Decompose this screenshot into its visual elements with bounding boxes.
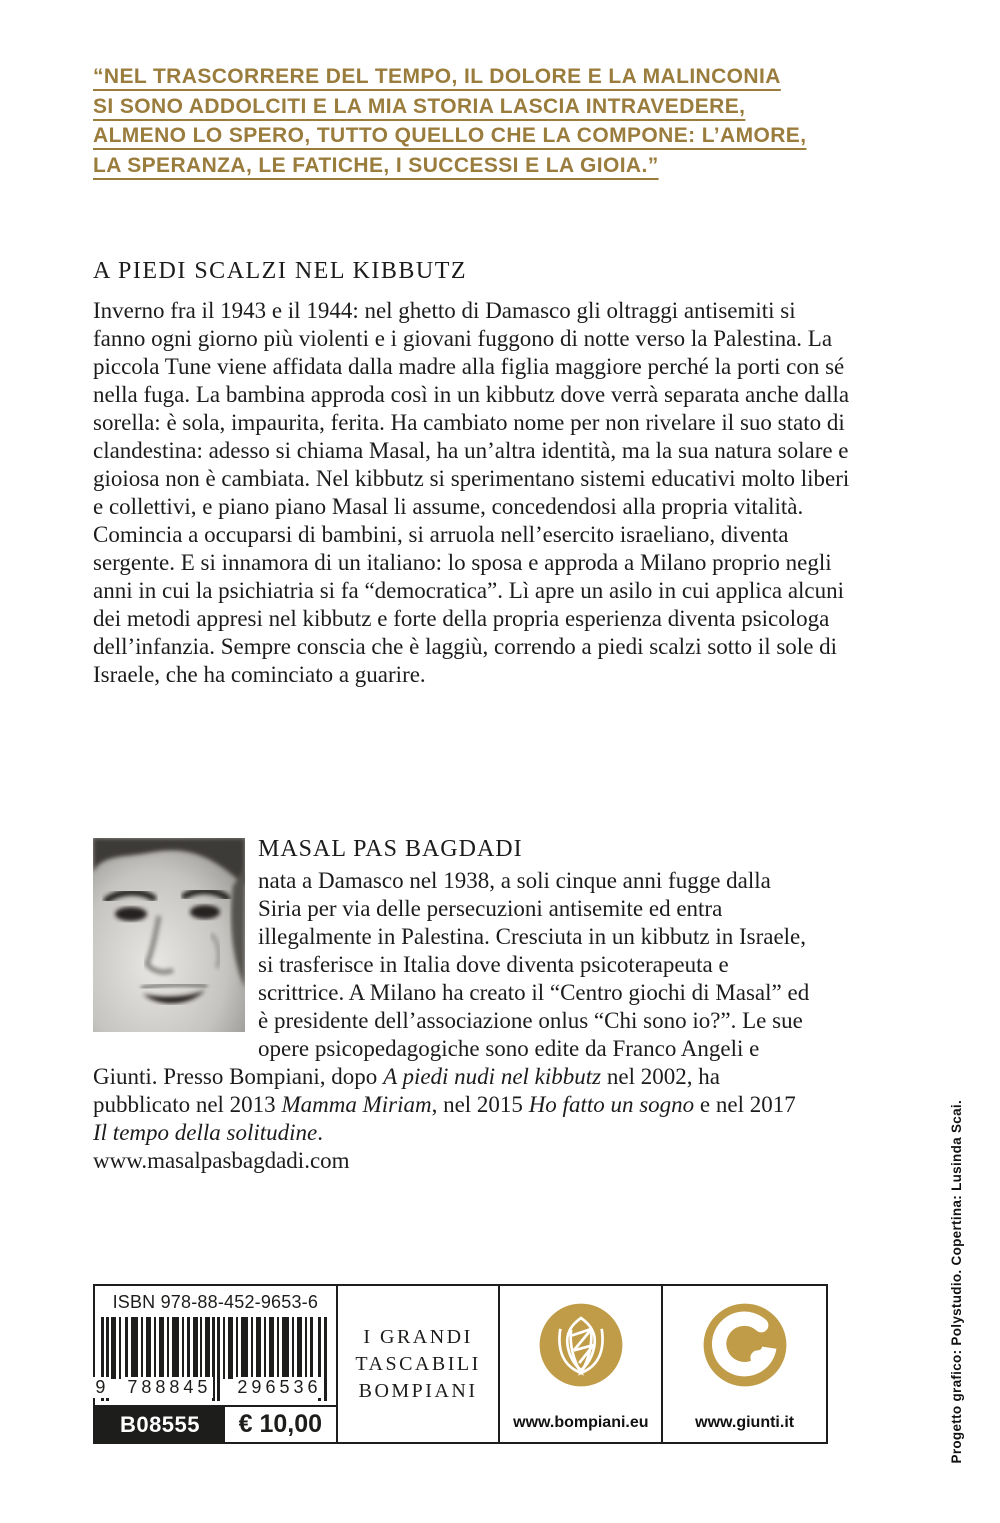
cited-book-title: Il tempo della solitudine <box>93 1120 318 1145</box>
series-cell <box>338 1286 501 1442</box>
pull-quote-line: LA SPERANZA, LE FATICHE, I SUCCESSI E LA GIOIA.” <box>93 153 659 177</box>
bompiani-logo-icon <box>536 1300 626 1390</box>
design-credits: Progetto grafico: Polystudio. Copertina: Lusinda Scai. <box>949 1099 964 1463</box>
bompiani-cell <box>500 1286 663 1442</box>
author-bio-text: nata a Damasco nel 1938, a soli cinque anni fugge dalla Siria per via delle persecuzioni antisemite ed entra illegalmente in Palestina. Cresciuta in un kibbutz in Israele, si trasferisce in Italia dove diventa psicoterapeuta e scrittrice. A Milano ha creato il “Centro giochi di Masal” ed è presidente dell’associazione onlus “Chi sono io?”. Le sue opere psicopedagogiche sono edite da Franco Angeli e Giunti. Presso Bompiani, dopo <box>93 868 810 1089</box>
pull-quote <box>93 62 873 180</box>
barcode-digit-group: 9 <box>95 1377 110 1397</box>
synopsis-section <box>93 258 851 689</box>
barcode-digit-group: 788845 <box>127 1377 212 1397</box>
price: € 10,00 <box>238 1410 323 1438</box>
cited-book-title: Ho fatto un sogno <box>528 1092 695 1117</box>
code-price-strip <box>95 1405 336 1442</box>
author-bio-text: nel 2002, ha pubblicato nel 2013 <box>93 1064 720 1117</box>
series-line: I GRANDI <box>363 1325 473 1348</box>
pull-quote-line: ALMENO LO SPERO, TUTTO QUELLO CHE LA COMPONE: L’AMORE, <box>93 124 807 147</box>
bompiani-url: www.bompiani.eu <box>513 1414 649 1431</box>
edition-code: B08555 <box>95 1407 225 1442</box>
author-bio-text: e nel 2017 <box>694 1092 796 1117</box>
author-section <box>93 836 815 1175</box>
pull-quote-line: SI SONO ADDOLCITI E LA MIA STORIA LASCIA INTRAVEDERE, <box>93 94 746 118</box>
book-title-heading: A PIEDI SCALZI NEL KIBBUTZ <box>93 258 468 284</box>
cited-book-title: A piedi nudi nel kibbutz <box>383 1064 602 1089</box>
footer-info-row <box>93 1284 828 1444</box>
isbn-label: ISBN 978-88-452-9653-6 <box>112 1292 319 1312</box>
giunti-url: www.giunti.it <box>695 1414 795 1431</box>
series-line: TASCABILI <box>355 1352 481 1375</box>
giunti-cell <box>663 1286 826 1442</box>
author-name-heading: MASAL PAS BAGDADI <box>258 836 523 862</box>
barcode-digit-group: 296536 <box>237 1377 322 1397</box>
barcode <box>95 1317 329 1405</box>
series-line: BOMPIANI <box>358 1379 478 1402</box>
barcode-cell <box>95 1286 338 1442</box>
author-photo <box>93 838 245 1032</box>
synopsis-text: Inverno fra il 1943 e il 1944: nel ghetto di Damasco gli oltraggi antisemiti si fanno ogni giorno più violenti e i giovani fuggono di notte verso la Palestina. La piccola Tune viene affidata dalla madre alla figlia maggiore perché la porti con sé nella fuga. La bambina approda così in un kibbutz dove verrà separata anche dalla sorella: è sola, impaurita, ferita. Ha cambiato nome per non rivelare il suo stato di clandestina: adesso si chiama Masal, ha un’altra identità, ma la sua natura solare e gioiosa non è cambiata. Nel kibbutz si sperimentano sistemi educativi molto liberi e collettivi, e piano piano Masal li assume, concedendosi alla propria vitalità. Comincia a occuparsi di bambini, si arruola nell’esercito israeliano, diventa sergente. E si innamora di un italiano: lo sposa e approda a Milano proprio negli anni in cui la psichiatria si fa “democratica”. Lì apre un asilo in cui applica alcuni dei metodi appresi nel kibbutz e forte della propria esperienza diventa psicologa dell’infanzia. Sempre conscia che è laggiù, correndo a piedi scalzi sotto il sole di Israele, che ha cominciato a guarire. <box>93 298 850 687</box>
barcode-digits <box>95 1377 329 1398</box>
pull-quote-line: “NEL TRASCORRERE DEL TEMPO, IL DOLORE E LA MALINCONIA <box>93 65 781 88</box>
cited-book-title: Mamma Miriam <box>281 1092 432 1117</box>
author-bio-text: , nel 2015 <box>431 1092 529 1117</box>
author-website: www.masalpasbagdadi.com <box>93 1148 350 1173</box>
series-name <box>355 1324 480 1405</box>
author-bio-text: . <box>317 1120 323 1145</box>
giunti-logo-icon <box>700 1300 790 1390</box>
